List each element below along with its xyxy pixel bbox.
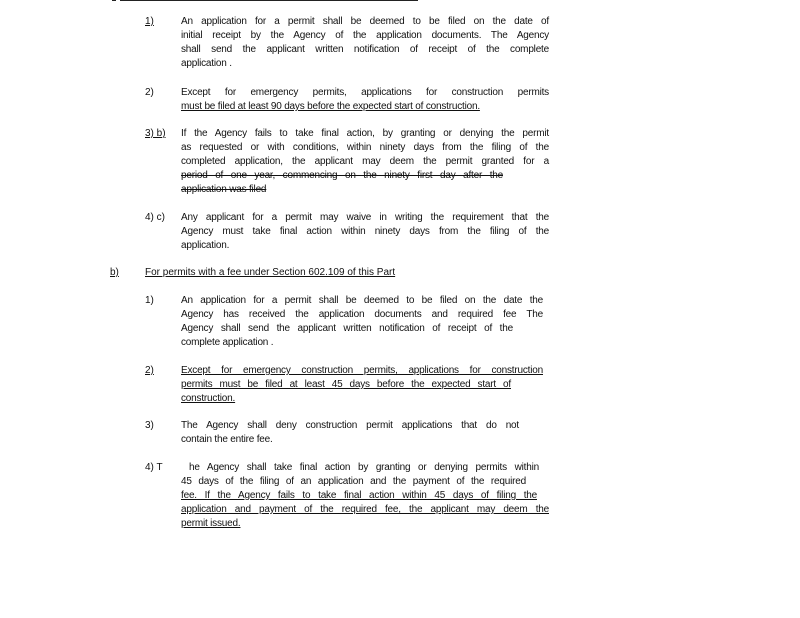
text-line: application .: [181, 58, 232, 69]
item-number: 3): [145, 420, 154, 431]
text-line: application and payment of the required fee, the applicant may deem the: [181, 504, 549, 515]
item-number: 1): [145, 295, 154, 306]
item-number: 4) T: [145, 462, 163, 473]
text-line: period of one year, commencing on the ninety first day after the: [181, 170, 503, 181]
top-rule-mark: [112, 0, 116, 1]
item-paragraph: [189, 461, 539, 475]
item-paragraph: [181, 475, 526, 489]
text-line: 45 days of the filing of an application and the payment of the required: [181, 476, 526, 487]
text-line: must be filed at least 90 days before the expected start of construction.: [181, 101, 480, 112]
text-line: as requested or with conditions, within ninety days from the filing of the: [181, 142, 549, 153]
text-line: Except for emergency construction permits, applications for construction: [181, 365, 543, 376]
text-line: The Agency shall deny construction permit applications that do not: [181, 420, 519, 431]
section-letter: b): [110, 267, 119, 278]
text-line: he Agency shall take final action by granting or denying permits within: [189, 462, 539, 473]
text-line: completed application, the applicant may deem the permit granted for a: [181, 156, 549, 167]
top-rule: [120, 0, 418, 1]
item-paragraph: [181, 211, 549, 253]
text-line: application.: [181, 240, 230, 251]
text-line: construction.: [181, 393, 236, 404]
item-paragraph: [181, 127, 549, 197]
text-line: Any applicant for a permit may waive in writing the requirement that the: [181, 212, 549, 223]
section-heading: For permits with a fee under Section 602.109 of this Part: [145, 267, 396, 278]
text-line: contain the entire fee.: [181, 434, 273, 445]
text-line: permit issued.: [181, 518, 241, 529]
item-paragraph: [181, 86, 549, 114]
text-line: Except for emergency permits, applications for construction permits: [181, 87, 549, 98]
text-line: If the Agency fails to take final action, by granting or denying the permit: [181, 128, 549, 139]
text-line: permits must be filed at least 45 days before the expected start of: [181, 379, 511, 390]
text-line: shall send the applicant written notification of receipt of the complete: [181, 44, 549, 55]
text-line: fee. If the Agency fails to take final action within 45 days of filing the: [181, 490, 537, 501]
item-paragraph: [181, 364, 543, 406]
text-line: An application for a permit shall be deemed to be filed on the date the: [181, 295, 543, 306]
text-line: Agency has received the application documents and required fee The: [181, 309, 543, 320]
item-number: 2): [145, 365, 154, 376]
text-line: complete application .: [181, 337, 274, 348]
text-line: application was filed: [181, 184, 267, 195]
text-line: An application for a permit shall be deemed to be filed on the date of: [181, 16, 549, 27]
item-number: 4) c): [145, 212, 165, 223]
text-line: Agency shall send the applicant written notification of receipt of the: [181, 323, 513, 334]
item-paragraph: [181, 489, 549, 531]
item-paragraph: [181, 419, 519, 447]
text-line: initial receipt by the Agency of the application documents. The Agency: [181, 30, 549, 41]
item-number: 1): [145, 16, 154, 27]
item-number: 3) b): [145, 128, 166, 139]
item-paragraph: [181, 294, 543, 350]
item-number: 2): [145, 87, 154, 98]
item-paragraph: [181, 15, 549, 71]
text-line: Agency must take final action within ninety days from the filing of the: [181, 226, 549, 237]
